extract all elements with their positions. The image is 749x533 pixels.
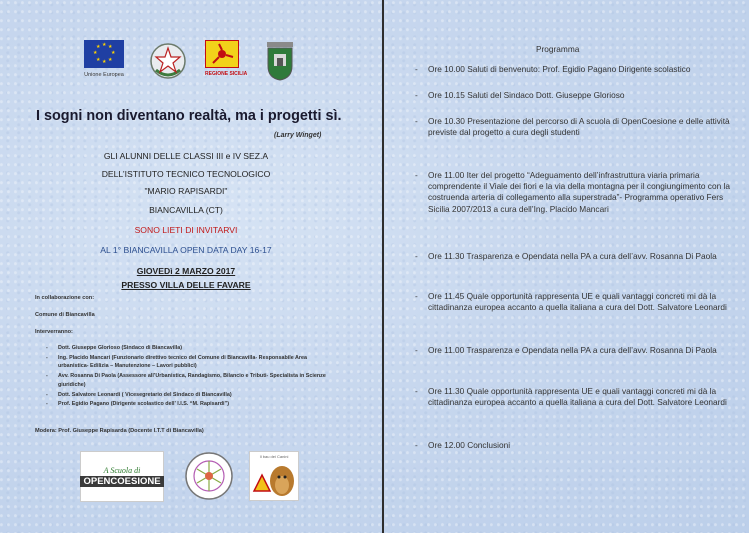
program-item: - Ore 11.00 Trasparenza e Opendata nella PA a cura dell’avv. Rosanna Di Paola (415, 345, 717, 355)
regione-sicilia-logo (205, 40, 248, 82)
institute-line: DELL’ISTITUTO TECNICO TECNOLOGICO (101, 169, 271, 179)
school-name: "MARIO RAPISARDI" (144, 186, 228, 196)
list-item: - Ing. Placido Mancari (Funzionario direttivo tecnico del Comune di Biancavilla- Responsabile Area urbanistica- Edilizia – Manutenzione – Lavori pubblici) (46, 354, 308, 370)
dog-caption: Il bau dei Canini (259, 454, 289, 459)
program-item: - Ore 10.00 Saluti di benvenuto: Prof. Egidio Pagano Dirigente scolastico (415, 64, 691, 74)
eu-flag-icon: ★ ★ ★ ★ ★ ★ ★ ★ (84, 40, 124, 68)
column-divider (382, 0, 384, 533)
main-headline: I sogni non diventano realtà, ma i progetti sì. (36, 108, 342, 124)
list-item: - Prof. Egidio Pagano (Dirigente scolastico dell’ I.I.S. “M. Rapisardi”) (46, 401, 230, 408)
speakers-label: Interverranno: (35, 329, 73, 335)
event-venue: PRESSO VILLA DELLE FAVARE (121, 280, 251, 290)
eu-logo (84, 40, 124, 82)
program-item: - Ore 10.15 Saluti del Sindaco Dott. Giuseppe Glorioso (415, 90, 625, 100)
quote-author: (Larry Winget) (274, 132, 322, 139)
program-item: - Ore 11.00 Iter del progetto “Adeguamento dell’infrastruttura viaria primaria comprendente il Viale dei fiori e la via della montagna per il congiungimento con la costruenda arteria di collegamento alla superstrada”- Programma operativo Fers Sicilia 2007/2013 a cura dell’Ing. Placido Mancari (415, 170, 730, 214)
list-item: - Dott. Salvatore Leonardi ( Vicesegretario del Sindaco di Biancavilla) (46, 391, 232, 398)
dog-association-logo (249, 451, 299, 501)
dog-icon (250, 459, 298, 499)
comune-coat-of-arms-icon (263, 40, 297, 82)
trinacria-icon (205, 40, 239, 68)
list-item: - Avv. Rosanna Di Paola (Assessore all’Urbanistica, Randagismo, Bilancio e Tributi- Specialista in Scienze giuridiche) (46, 373, 326, 388)
program-item: - Ore 11.30 Quale opportunità rappresenta UE e quali vantaggi concreti mi dà la cittadinanza europea accanto a quella italiana a cura del Dott. Salvatore Leonardi (415, 386, 727, 408)
collaboration-value: Comune di Biancavilla (35, 312, 95, 318)
invite-line: SONO LIETI DI INVITARVI (134, 225, 238, 235)
school-emblem-icon (183, 451, 235, 501)
event-date: GIOVEDì 2 MARZO 2017 (136, 266, 236, 276)
sicilia-caption: REGIONE SICILIA (205, 71, 248, 77)
program-item: - Ore 11.45 Quale opportunità rappresenta UE e quali vantaggi concreti mi dà la cittadinanza europea accanto a quella italiana a cura del Dott. Salvatore Leonardi (415, 291, 727, 313)
eu-caption: Unione Europea (84, 72, 124, 78)
moderator-line: Modera: Prof. Giuseppe Rapisarda (Docente I.T.T di Biancavilla) (35, 428, 204, 434)
city-line: BIANCAVILLA (CT) (149, 205, 223, 215)
list-item: - Dott. Giuseppe Glorioso (Sindaco di Biancavilla) (46, 345, 183, 351)
program-title: Programma (536, 44, 580, 54)
italian-emblem-icon (148, 40, 188, 82)
collaboration-label: In collaborazione con: (35, 295, 95, 301)
program-item: - Ore 12.00 Conclusioni (415, 440, 511, 450)
classes-line: GLI ALUNNI DELLE CLASSI III e IV SEZ.A (103, 151, 269, 161)
event-line: AL 1° BIANCAVILLA OPEN DATA DAY 16-17 (100, 245, 272, 255)
speakers-list (46, 344, 336, 410)
program-item: - Ore 10.30 Presentazione del percorso di A scuola di OpenCoesione e delle attività previste dal progetto a cura degli studenti (415, 116, 730, 138)
opencoesione-logo: A Scuola di OPENCOESIONE (80, 451, 164, 502)
program-item: - Ore 11.30 Trasparenza e Opendata nella PA a cura dell’avv. Rosanna Di Paola (415, 251, 717, 261)
